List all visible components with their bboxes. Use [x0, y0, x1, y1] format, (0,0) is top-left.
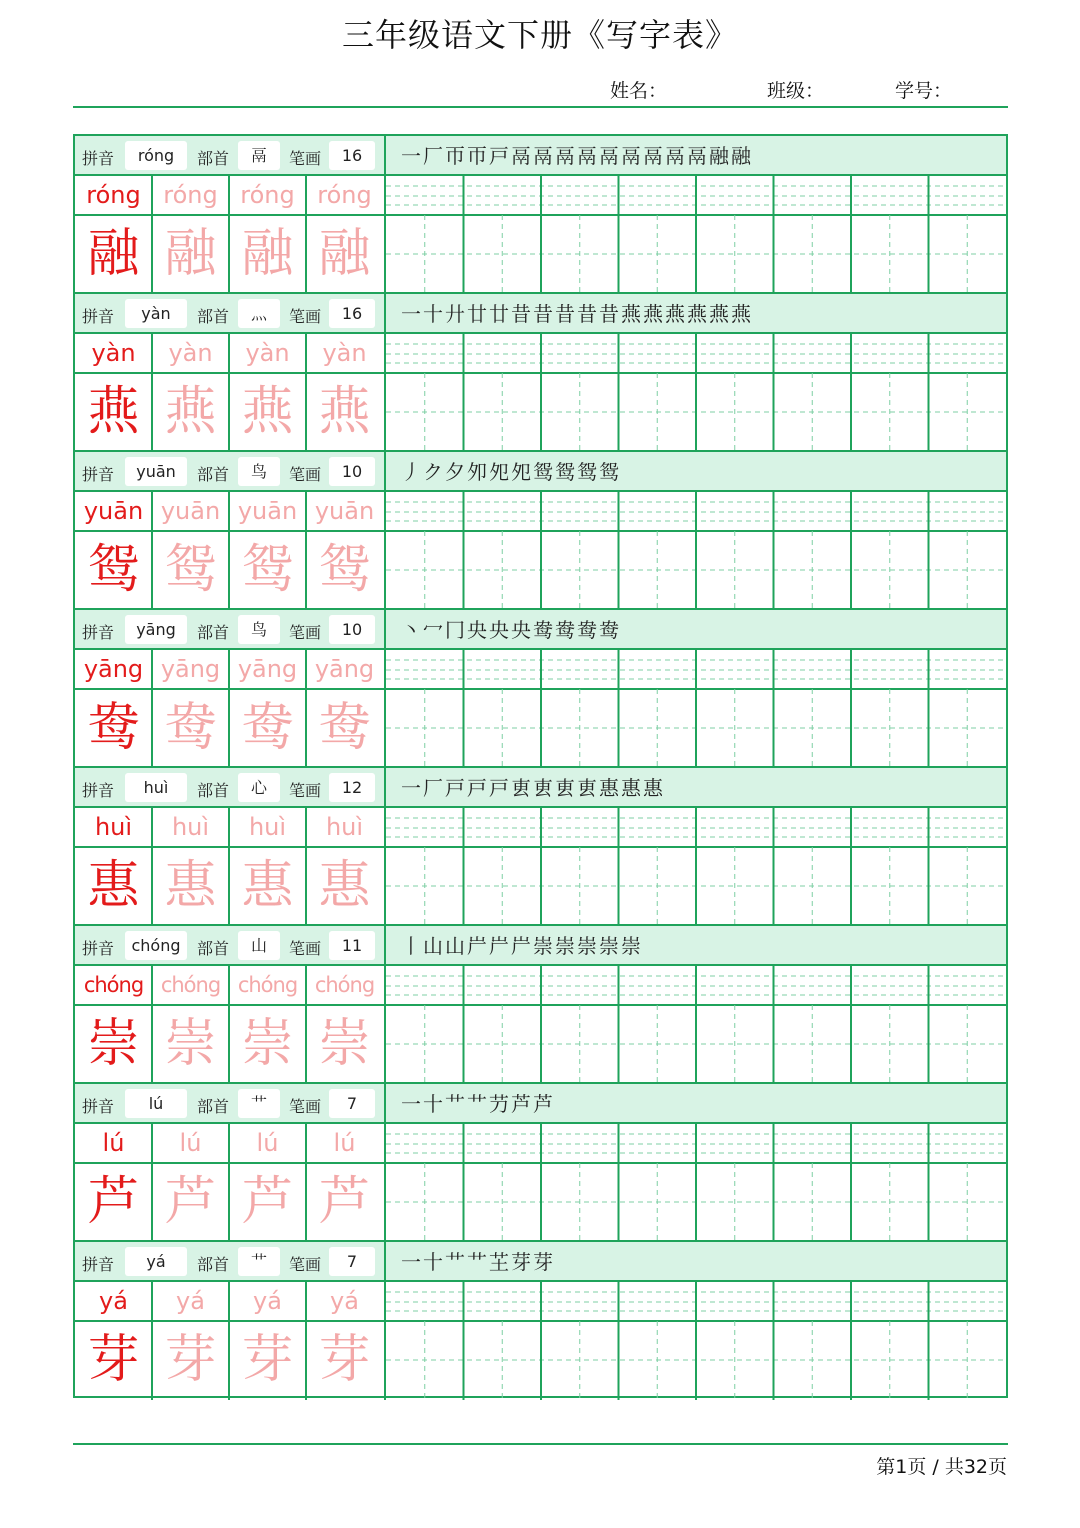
cell-divider: [228, 966, 230, 1084]
pinyin-trace: yàn: [245, 339, 290, 367]
info-divider: [384, 136, 386, 176]
stroke-order-sequence: [401, 1246, 555, 1278]
stroke-step: 崇: [577, 934, 599, 958]
stroke-step: 鸳: [599, 460, 621, 484]
cell-divider: [228, 650, 230, 768]
character-info-bar: [75, 136, 1006, 176]
character-model: 鸳: [87, 540, 140, 600]
stroke-step: 鬲: [533, 144, 555, 168]
stroke-step: 艹: [445, 1250, 467, 1274]
character-trace: 芽: [164, 1330, 217, 1390]
stroke-step: 一: [401, 776, 423, 800]
character-block: [75, 136, 1006, 294]
character-trace: 融: [241, 224, 294, 284]
stroke-step: 帀: [467, 144, 489, 168]
character-trace: 崇: [164, 1014, 217, 1074]
pinyin-model: chóng: [83, 973, 144, 997]
stroke-step: 央: [511, 618, 533, 642]
stroke-step: 山: [423, 934, 445, 958]
stroke-count-value: 16: [329, 299, 375, 328]
stroke-step: 昔: [511, 302, 533, 326]
stroke-count-value: 11: [329, 931, 375, 960]
stroke-count-value: 10: [329, 457, 375, 486]
cell-divider: [305, 1124, 307, 1242]
page-number: 第1页 / 共32页: [876, 1456, 1007, 1478]
character-trace: 惠: [241, 856, 294, 916]
radical-label: 部首: [197, 1255, 230, 1274]
pinyin-trace: yāng: [237, 655, 298, 683]
stroke-order-sequence: [401, 298, 753, 330]
practice-grid[interactable]: [386, 1124, 1006, 1242]
cell-divider: [151, 650, 153, 768]
character-block: [75, 1084, 1006, 1242]
character-trace: 惠: [318, 856, 371, 916]
stroke-step: 鬲: [665, 144, 687, 168]
stroke-step: 昔: [533, 302, 555, 326]
pinyin-value: yàn: [125, 299, 187, 328]
cell-divider: [305, 966, 307, 1084]
pinyin-value: yuān: [125, 457, 187, 486]
radical-label: 部首: [197, 149, 230, 168]
worksheet-grid: [73, 134, 1008, 1398]
stroke-step: 屵: [489, 934, 511, 958]
pinyin-trace: yāng: [314, 655, 375, 683]
stroke-step: 鬲: [577, 144, 599, 168]
character-info-bar: [75, 926, 1006, 966]
stroke-step: 鬲: [621, 144, 643, 168]
stroke-step: 一: [401, 144, 423, 168]
character-trace: 融: [164, 224, 217, 284]
stroke-step: 惠: [643, 776, 665, 800]
cell-divider: [151, 176, 153, 294]
pinyin-trace: huì: [325, 813, 364, 841]
stroke-step: 昔: [599, 302, 621, 326]
character-trace: 燕: [318, 382, 371, 442]
stroke-step: 芦: [533, 1092, 555, 1116]
cell-divider: [305, 808, 307, 926]
stroke-step: 廾: [445, 302, 467, 326]
character-block: [75, 926, 1006, 1084]
pinyin-trace: chóng: [237, 973, 298, 997]
stroke-step: 鸯: [555, 618, 577, 642]
pinyin-label: 拼音: [82, 939, 115, 958]
pinyin-value: chóng: [125, 931, 187, 960]
pinyin-model: yàn: [91, 339, 136, 367]
page-title: 三年级语文下册《写字表》: [341, 16, 738, 54]
stroke-step: 冂: [445, 618, 467, 642]
stroke-step: 昔: [555, 302, 577, 326]
character-trace: 鸳: [241, 540, 294, 600]
pinyin-trace: huì: [171, 813, 210, 841]
cell-divider: [305, 1282, 307, 1400]
pinyin-trace: yāng: [160, 655, 221, 683]
stroke-step: 惠: [621, 776, 643, 800]
stroke-step: ク: [423, 460, 445, 484]
stroke-step: 一: [401, 1092, 423, 1116]
cell-divider: [305, 650, 307, 768]
character-model: 燕: [87, 382, 140, 442]
character-trace: 芽: [318, 1330, 371, 1390]
stroke-step: 艹: [467, 1250, 489, 1274]
pinyin-trace: yá: [253, 1287, 282, 1315]
pinyin-trace: yuān: [314, 497, 375, 525]
character-trace: 鸳: [318, 540, 371, 600]
character-block: [75, 1242, 1006, 1400]
stroke-step: 厂: [423, 776, 445, 800]
pinyin-trace: lú: [179, 1129, 202, 1157]
practice-grid[interactable]: [386, 966, 1006, 1084]
radical-value: 艹: [238, 1089, 280, 1118]
pinyin-label: 拼音: [82, 1097, 115, 1116]
stroke-step: 融: [731, 144, 753, 168]
pinyin-model: róng: [86, 181, 141, 209]
character-info-bar: [75, 294, 1006, 334]
pinyin-value: yá: [125, 1247, 187, 1276]
cell-divider: [305, 176, 307, 294]
stroke-step: 鸳: [533, 460, 555, 484]
radical-value: 灬: [238, 299, 280, 328]
stroke-step: 帀: [445, 144, 467, 168]
pinyin-value: lú: [125, 1089, 187, 1118]
pinyin-trace: chóng: [160, 973, 221, 997]
radical-label: 部首: [197, 623, 230, 642]
stroke-step: 鬲: [555, 144, 577, 168]
character-info-bar: [75, 610, 1006, 650]
practice-grid[interactable]: [386, 176, 1006, 294]
character-block: [75, 610, 1006, 768]
character-block: [75, 768, 1006, 926]
stroke-count-label: 笔画: [289, 1097, 322, 1116]
stroke-step: 廿: [467, 302, 489, 326]
stroke-step: 丶: [401, 618, 423, 642]
character-model: 惠: [87, 856, 140, 916]
pinyin-trace: huì: [248, 813, 287, 841]
character-info-bar: [75, 1084, 1006, 1124]
stroke-step: 丿: [401, 460, 423, 484]
character-trace: 鸯: [164, 698, 217, 758]
stroke-step: 鸯: [533, 618, 555, 642]
stroke-step: 崇: [555, 934, 577, 958]
cell-divider: [228, 492, 230, 610]
radical-label: 部首: [197, 465, 230, 484]
character-info-bar: [75, 1242, 1006, 1282]
character-block: [75, 452, 1006, 610]
practice-grid[interactable]: [386, 334, 1006, 452]
pinyin-label: 拼音: [82, 1255, 115, 1274]
character-trace: 鸯: [318, 698, 371, 758]
stroke-step: 戸: [467, 776, 489, 800]
stroke-step: 芽: [533, 1250, 555, 1274]
character-model: 鸯: [87, 698, 140, 758]
character-model: 芦: [87, 1172, 140, 1232]
stroke-step: 叀: [577, 776, 599, 800]
practice-grid[interactable]: [386, 492, 1006, 610]
stroke-step: 鬲: [687, 144, 709, 168]
pinyin-model: yāng: [83, 655, 144, 683]
character-info-bar: [75, 768, 1006, 808]
stroke-order-sequence: [401, 140, 753, 172]
character-trace: 崇: [318, 1014, 371, 1074]
character-trace: 融: [318, 224, 371, 284]
stroke-step: 艹: [467, 1092, 489, 1116]
stroke-step: 山: [445, 934, 467, 958]
character-trace: 燕: [241, 382, 294, 442]
stroke-step: 芽: [511, 1250, 533, 1274]
info-divider: [384, 610, 386, 650]
stroke-count-value: 16: [329, 141, 375, 170]
stroke-step: 崇: [533, 934, 555, 958]
stroke-step: 一: [401, 1250, 423, 1274]
character-trace: 惠: [164, 856, 217, 916]
stroke-step: 夕: [445, 460, 467, 484]
stroke-step: 鸯: [599, 618, 621, 642]
stroke-order-sequence: [401, 1088, 555, 1120]
stroke-step: 央: [467, 618, 489, 642]
stroke-step: 昔: [577, 302, 599, 326]
stroke-step: 芏: [489, 1250, 511, 1274]
stroke-order-sequence: [401, 772, 665, 804]
cell-divider: [228, 176, 230, 294]
stroke-count-value: 12: [329, 773, 375, 802]
stroke-step: 戸: [489, 144, 511, 168]
stroke-step: 燕: [665, 302, 687, 326]
pinyin-label: 拼音: [82, 465, 115, 484]
pinyin-label: 拼音: [82, 623, 115, 642]
cell-divider: [151, 808, 153, 926]
pinyin-label: 拼音: [82, 307, 115, 326]
radical-label: 部首: [197, 939, 230, 958]
header-rule: [73, 106, 1008, 108]
stroke-count-value: 7: [329, 1247, 375, 1276]
pinyin-trace: lú: [333, 1129, 356, 1157]
cell-divider: [228, 1124, 230, 1242]
radical-value: 山: [238, 931, 280, 960]
character-model: 融: [87, 224, 140, 284]
cell-divider: [305, 492, 307, 610]
character-trace: 芦: [241, 1172, 294, 1232]
pinyin-model: lú: [102, 1129, 125, 1157]
stroke-count-label: 笔画: [289, 623, 322, 642]
stroke-order-sequence: [401, 456, 621, 488]
pinyin-trace: yàn: [322, 339, 367, 367]
stroke-step: 冖: [423, 618, 445, 642]
stroke-count-label: 笔画: [289, 465, 322, 484]
stroke-count-label: 笔画: [289, 307, 322, 326]
stroke-step: 鸳: [555, 460, 577, 484]
pinyin-model: yá: [99, 1287, 128, 1315]
pinyin-trace: yá: [330, 1287, 359, 1315]
stroke-order-sequence: [401, 614, 621, 646]
stroke-step: 叀: [555, 776, 577, 800]
radical-value: 鸟: [238, 457, 280, 486]
practice-grid[interactable]: [386, 1282, 1006, 1400]
stroke-count-label: 笔画: [289, 149, 322, 168]
footer-rule: [73, 1443, 1008, 1445]
stroke-step: 崇: [599, 934, 621, 958]
info-divider: [384, 1084, 386, 1124]
stroke-step: 艹: [445, 1092, 467, 1116]
radical-value: 鬲: [238, 141, 280, 170]
stroke-step: 鬲: [643, 144, 665, 168]
stroke-count-value: 10: [329, 615, 375, 644]
name-field-label: 姓名：: [610, 80, 668, 102]
character-model: 崇: [87, 1014, 140, 1074]
cell-divider: [228, 808, 230, 926]
stroke-step: 厂: [423, 144, 445, 168]
pinyin-value: huì: [125, 773, 187, 802]
number-field-label: 学号：: [895, 80, 953, 102]
pinyin-trace: chóng: [314, 973, 375, 997]
practice-grid[interactable]: [386, 808, 1006, 926]
stroke-step: 芀: [489, 1092, 511, 1116]
stroke-step: 燕: [731, 302, 753, 326]
pinyin-trace: róng: [163, 181, 218, 209]
radical-label: 部首: [197, 1097, 230, 1116]
stroke-step: 丨: [401, 934, 423, 958]
radical-label: 部首: [197, 307, 230, 326]
stroke-step: 央: [489, 618, 511, 642]
stroke-step: 鬲: [599, 144, 621, 168]
pinyin-value: róng: [125, 141, 187, 170]
stroke-step: 十: [423, 1250, 445, 1274]
character-info-bar: [75, 452, 1006, 492]
character-model: 芽: [87, 1330, 140, 1390]
stroke-step: 戸: [445, 776, 467, 800]
stroke-step: 芦: [511, 1092, 533, 1116]
radical-value: 鸟: [238, 615, 280, 644]
stroke-count-label: 笔画: [289, 1255, 322, 1274]
pinyin-trace: róng: [240, 181, 295, 209]
stroke-count-label: 笔画: [289, 939, 322, 958]
pinyin-trace: yàn: [168, 339, 213, 367]
cell-divider: [151, 334, 153, 452]
pinyin-trace: yuān: [237, 497, 298, 525]
stroke-count-label: 笔画: [289, 781, 322, 800]
stroke-step: 燕: [709, 302, 731, 326]
pinyin-label: 拼音: [82, 149, 115, 168]
cell-divider: [151, 492, 153, 610]
pinyin-trace: yá: [176, 1287, 205, 1315]
stroke-step: 十: [423, 1092, 445, 1116]
stroke-step: 夗: [489, 460, 511, 484]
cell-divider: [151, 966, 153, 1084]
stroke-step: 鸯: [577, 618, 599, 642]
stroke-step: 燕: [621, 302, 643, 326]
info-divider: [384, 294, 386, 334]
stroke-step: 燕: [687, 302, 709, 326]
stroke-step: 夗: [511, 460, 533, 484]
pinyin-model: yuān: [83, 497, 144, 525]
character-trace: 崇: [241, 1014, 294, 1074]
character-trace: 鸳: [164, 540, 217, 600]
radical-label: 部首: [197, 781, 230, 800]
stroke-step: 叀: [533, 776, 555, 800]
cell-divider: [228, 334, 230, 452]
stroke-count-value: 7: [329, 1089, 375, 1118]
character-trace: 芦: [164, 1172, 217, 1232]
pinyin-trace: róng: [317, 181, 372, 209]
pinyin-trace: lú: [256, 1129, 279, 1157]
stroke-step: 燕: [643, 302, 665, 326]
stroke-step: 鬲: [511, 144, 533, 168]
stroke-order-sequence: [401, 930, 643, 962]
pinyin-trace: yuān: [160, 497, 221, 525]
info-divider: [384, 926, 386, 966]
radical-value: 艹: [238, 1247, 280, 1276]
stroke-step: 屵: [467, 934, 489, 958]
cell-divider: [305, 334, 307, 452]
pinyin-label: 拼音: [82, 781, 115, 800]
character-block: [75, 294, 1006, 452]
character-trace: 燕: [164, 382, 217, 442]
stroke-step: 一: [401, 302, 423, 326]
stroke-step: 鸳: [577, 460, 599, 484]
stroke-step: 十: [423, 302, 445, 326]
character-trace: 鸯: [241, 698, 294, 758]
stroke-step: 戸: [489, 776, 511, 800]
cell-divider: [151, 1282, 153, 1400]
stroke-step: 叀: [511, 776, 533, 800]
pinyin-model: huì: [94, 813, 133, 841]
cell-divider: [228, 1282, 230, 1400]
stroke-step: 崇: [621, 934, 643, 958]
stroke-step: 屵: [511, 934, 533, 958]
pinyin-value: yāng: [125, 615, 187, 644]
stroke-step: 融: [709, 144, 731, 168]
stroke-step: 廿: [489, 302, 511, 326]
character-trace: 芦: [318, 1172, 371, 1232]
info-divider: [384, 452, 386, 492]
radical-value: 心: [238, 773, 280, 802]
stroke-step: 夘: [467, 460, 489, 484]
character-trace: 芽: [241, 1330, 294, 1390]
info-divider: [384, 1242, 386, 1282]
info-divider: [384, 768, 386, 808]
cell-divider: [151, 1124, 153, 1242]
class-field-label: 班级：: [767, 80, 825, 102]
stroke-step: 惠: [599, 776, 621, 800]
practice-grid[interactable]: [386, 650, 1006, 768]
